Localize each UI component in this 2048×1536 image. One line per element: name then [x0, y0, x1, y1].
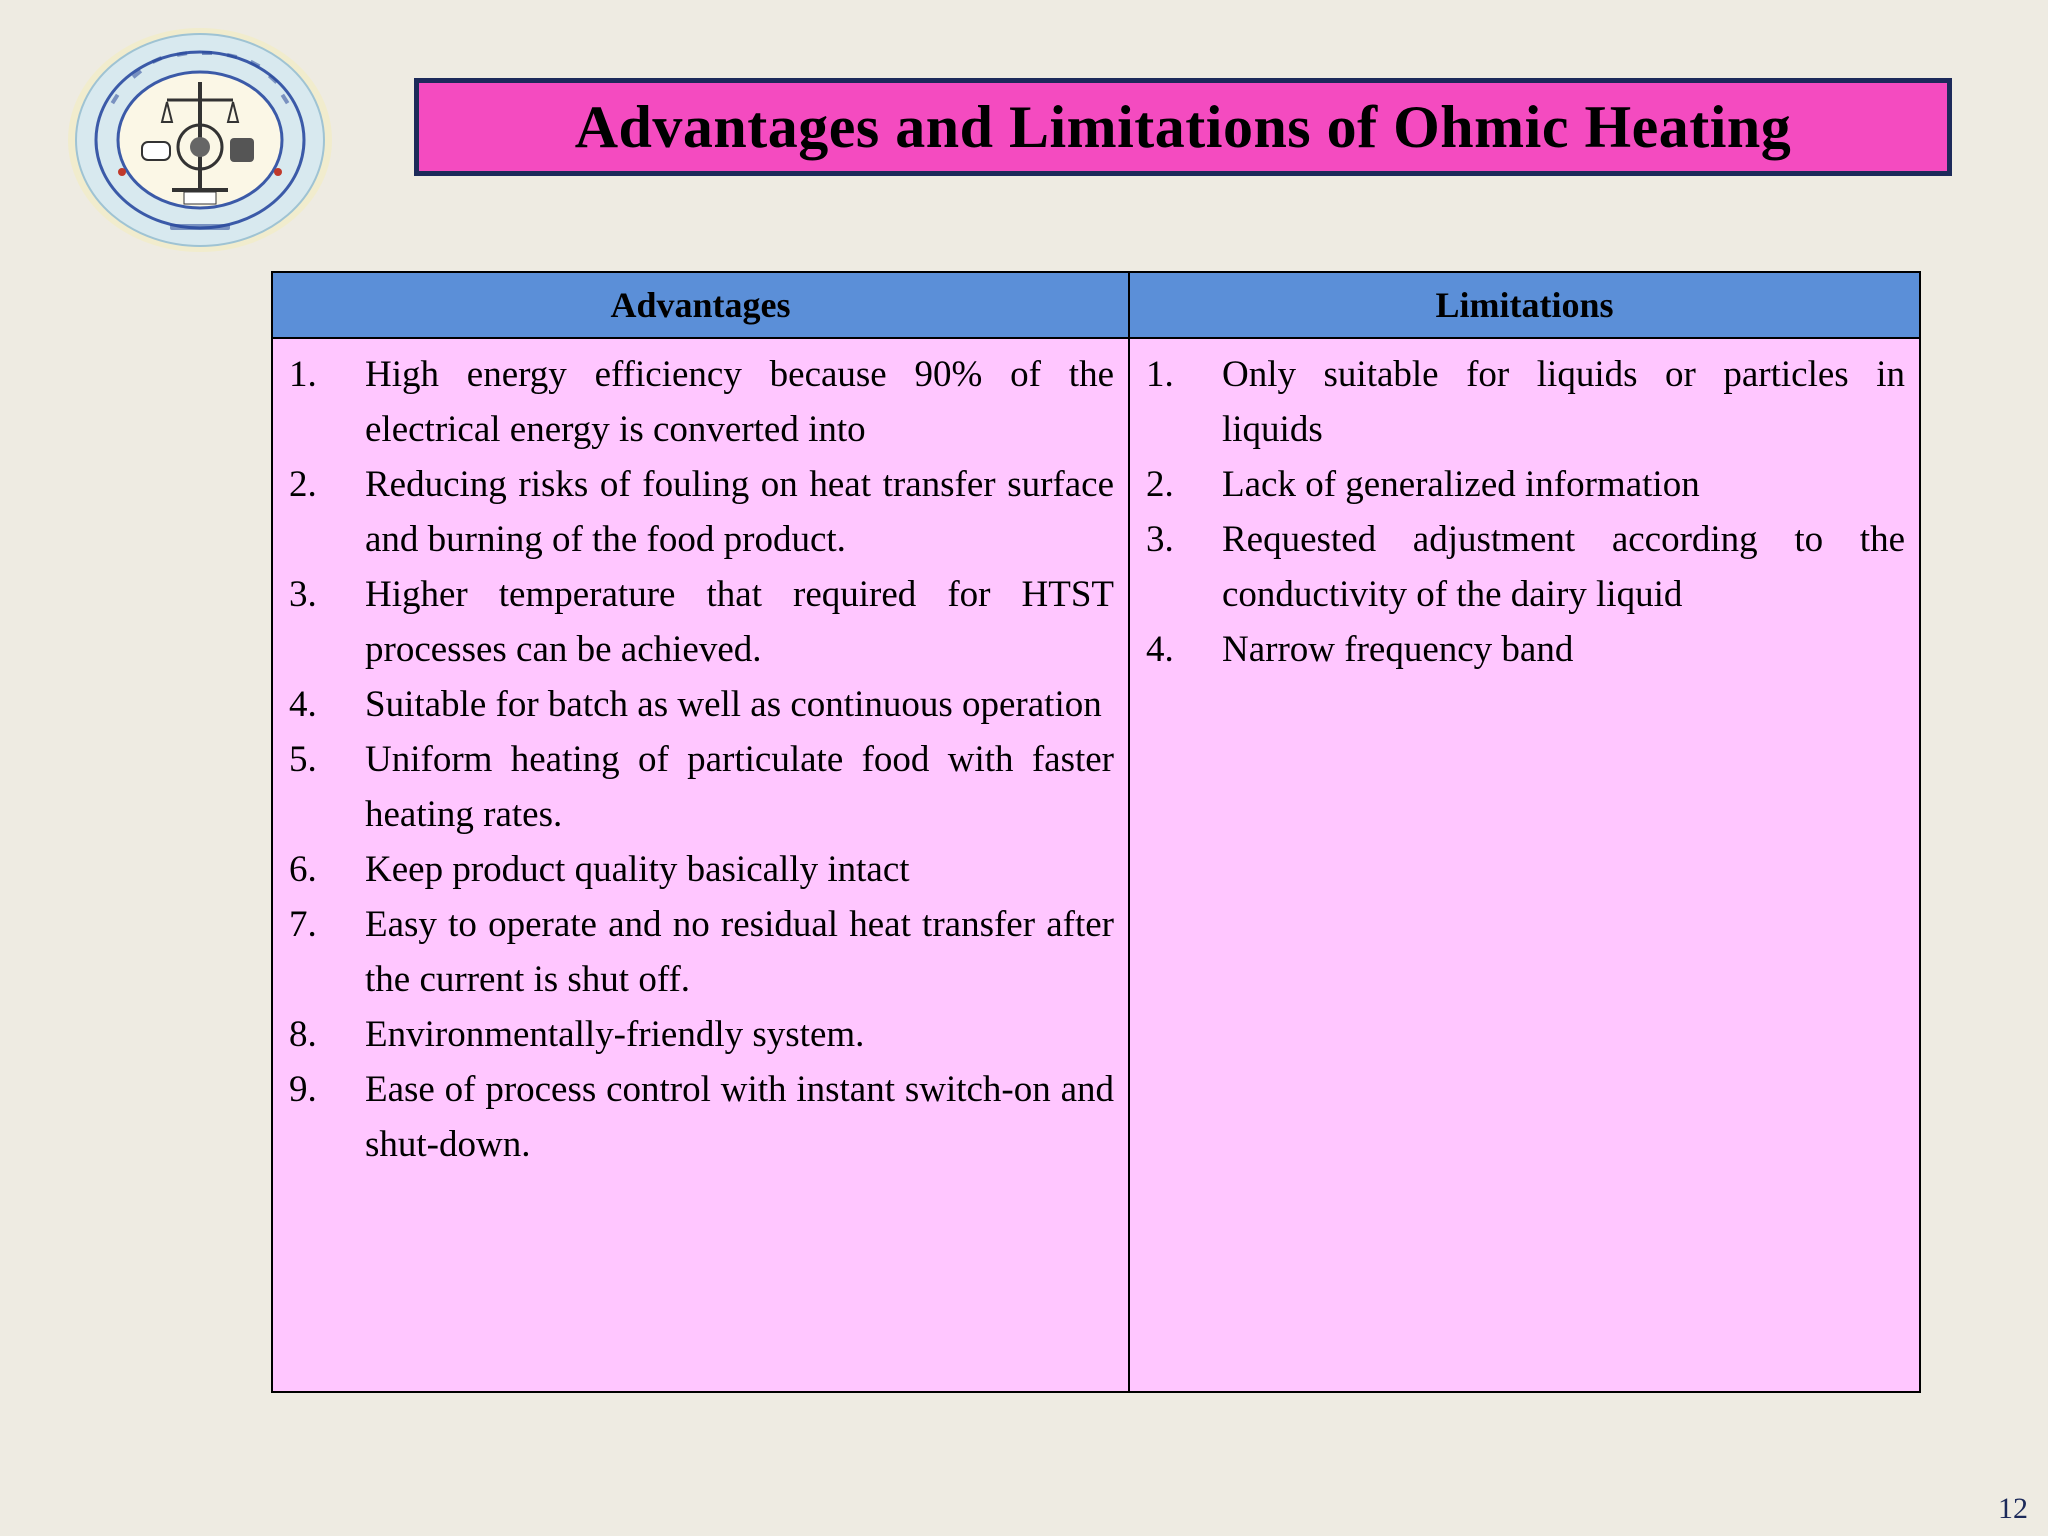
advantages-cell — [273, 339, 1130, 1391]
slide-title-box — [414, 78, 1952, 176]
list-item: 2. Reducing risks of fouling on heat transfer surface and burning of the food product. — [289, 464, 1114, 560]
list-item: 9. Ease of process control with instant switch-on and shut-down. — [289, 1069, 1114, 1165]
list-item: 3. Requested adjustment according to the conductivity of the dairy liquid — [1146, 519, 1905, 615]
list-item: 2. Lack of generalized information — [1146, 464, 1700, 505]
list-item: 6. Keep product quality basically intact — [289, 849, 910, 890]
slide-title: Advantages and Limitations of Ohmic Heating — [574, 93, 1792, 160]
list-item: 1. High energy efficiency because 90% of the electrical energy is converted into — [289, 354, 1114, 450]
limitations-list — [1146, 347, 1905, 677]
university-seal-icon — [62, 22, 338, 262]
list-item: 8. Environmentally-friendly system. — [289, 1014, 865, 1055]
advantages-limitations-table — [271, 271, 1921, 1393]
list-item: 4. Suitable for batch as well as continuous operation — [289, 684, 1102, 725]
header-limitations: Limitations — [1130, 273, 1919, 339]
header-advantages: Advantages — [273, 273, 1130, 339]
list-item: 4. Narrow frequency band — [1146, 629, 1574, 670]
limitations-cell — [1130, 339, 1919, 1391]
list-item: 7. Easy to operate and no residual heat transfer after the current is shut off. — [289, 904, 1114, 1000]
list-item: 5. Uniform heating of particulate food with faster heating rates. — [289, 739, 1114, 835]
university-logo — [62, 22, 338, 262]
list-item: 1. Only suitable for liquids or particles in liquids — [1146, 354, 1905, 450]
page-number: 12 — [1998, 1492, 2028, 1525]
advantages-list — [289, 347, 1114, 1172]
list-item: 3. Higher temperature that required for HTST processes can be achieved. — [289, 574, 1114, 670]
